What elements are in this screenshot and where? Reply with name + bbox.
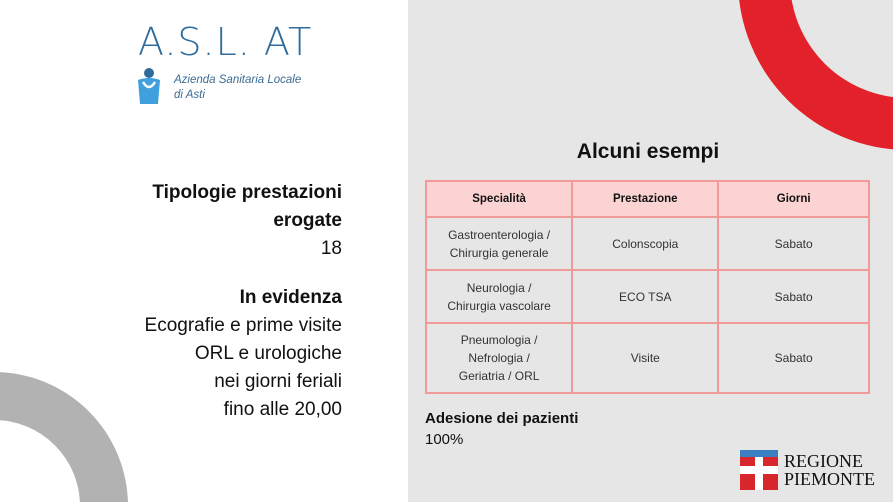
table-header-row — [426, 181, 869, 217]
adhesion-label: Adesione dei pazienti — [425, 410, 579, 427]
column-header-service: Prestazione — [572, 181, 718, 217]
cell-days: Sabato — [718, 270, 869, 323]
cell-specialty — [426, 270, 572, 323]
cell-specialty — [426, 323, 572, 393]
asl-subtitle-line1: Azienda Sanitaria Locale — [174, 74, 302, 86]
asl-logo-title: A.S.L. AT — [138, 20, 313, 64]
table-row — [426, 323, 869, 393]
regione-text — [784, 452, 875, 488]
specialty-line: Geriatria / ORL — [458, 369, 540, 383]
column-header-days: Giorni — [718, 181, 869, 217]
highlight-line: ORL e urologiche — [194, 343, 342, 364]
cell-service: ECO TSA — [572, 270, 718, 323]
regione-line2: PIEMONTE — [784, 469, 875, 489]
adhesion-value: 100% — [425, 431, 464, 448]
asl-logo-subtitle — [174, 73, 301, 103]
column-header-specialty: Specialità — [426, 181, 572, 217]
types-stat — [42, 179, 342, 263]
left-panel — [0, 0, 408, 502]
asl-logo-icon — [134, 66, 164, 106]
specialty-line: Gastroenterologia / — [448, 227, 551, 242]
examples-title: Alcuni esempi — [576, 140, 720, 163]
examples-table — [425, 180, 870, 394]
types-value: 18 — [320, 238, 342, 259]
cell-days: Sabato — [718, 217, 869, 270]
cell-days: Sabato — [718, 323, 869, 393]
types-label-line1: Tipologie prestazioni — [152, 182, 342, 203]
highlight-line: fino alle 20,00 — [223, 399, 342, 420]
highlight-label: In evidenza — [239, 287, 342, 308]
specialty-line: Chirurgia vascolare — [447, 298, 551, 313]
cell-service: Colonscopia — [572, 217, 718, 270]
piemonte-flag-icon — [740, 450, 778, 490]
specialty-line: Pneumologia / — [460, 333, 538, 347]
cell-service: Visite — [572, 323, 718, 393]
asl-subtitle-line2: di Asti — [174, 89, 205, 101]
right-panel — [408, 0, 893, 502]
highlight-stat — [42, 284, 342, 424]
table-row — [426, 217, 869, 270]
regione-piemonte-logo — [740, 450, 880, 492]
table-row — [426, 270, 869, 323]
highlight-line: Ecografie e prime visite — [144, 315, 342, 336]
highlight-line: nei giorni feriali — [214, 371, 342, 392]
types-label-line2: erogate — [273, 210, 342, 231]
specialty-line: Neurologia / — [466, 280, 532, 295]
specialty-line: Nefrologia / — [468, 351, 530, 365]
regione-line1: REGIONE — [784, 451, 863, 471]
cell-specialty — [426, 217, 572, 270]
specialty-line: Chirurgia generale — [449, 245, 549, 260]
